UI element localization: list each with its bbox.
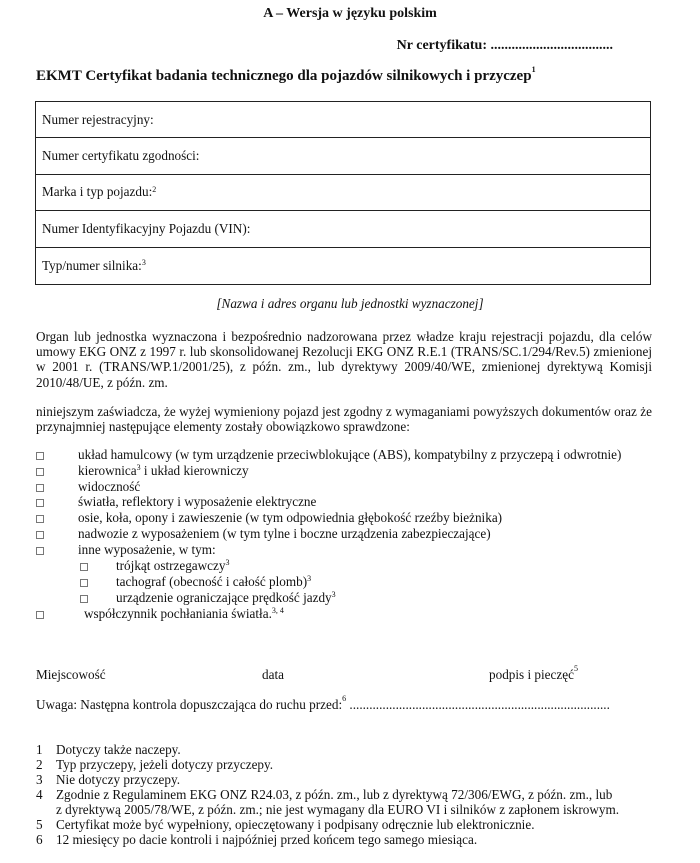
place-label: Miejscowość (36, 667, 106, 682)
next-inspection-dots[interactable]: ............................................................................... (346, 697, 610, 712)
vehicle-data-table (35, 101, 651, 285)
make-type-field[interactable]: Marka i typ pojazdu: $^2$ (36, 175, 650, 211)
document-title: EKMT Certyfikat badania technicznego dla pojazdów silnikowych i przyczep$^1$ (36, 65, 536, 84)
checkbox[interactable] (36, 499, 44, 507)
check-item-axles: osie, koła, opony i zawieszenie (w tym odpowiednia głębokość rzeźby bieżnika) (36, 510, 502, 526)
check-item-other-equipment: inne wyposażenie, w tym: (36, 542, 216, 558)
checkbox[interactable] (36, 515, 44, 523)
registration-number-field[interactable]: Numer rejestracyjny: (36, 102, 650, 138)
footnote-2: 2 Typ przyczepy, jeżeli dotyczy przyczepy. (36, 757, 274, 772)
checkbox[interactable] (80, 595, 88, 603)
footnote-4-continued: z dyrektywą 2005/78/WE, z późn. zm.; nie jest wymagany dla EURO VI i silników z zapłonem iskrowym. (56, 802, 620, 817)
footnote-3: 3 Nie dotyczy przyczepy. (36, 772, 180, 787)
date-label: data (262, 667, 284, 682)
checkbox[interactable] (36, 468, 44, 476)
check-item-body: nadwozie z wyposażeniem (w tym tylne i boczne urządzenia zabezpieczające) (36, 526, 491, 542)
checkbox[interactable] (80, 563, 88, 571)
check-item-brakes: układ hamulcowy (w tym urządzenie przeciwblokujące (ABS), kompatybilny z przyczepą i odwrotnie) (36, 447, 621, 463)
check-item-lights: światła, reflektory i wyposażenie elektryczne (36, 494, 316, 510)
footnote-5: 5 Certyfikat może być wypełniony, opieczętowany i podpisany odręcznie lub elektronicznie. (36, 817, 535, 832)
check-item-steering: kierownica$^3$ i układ kierowniczy (36, 463, 249, 479)
check-item-speed-limiter: urządzenie ograniczające prędkość jazdy$^3$ (80, 590, 336, 606)
checkbox[interactable] (36, 531, 44, 539)
footnote-1: 1 Dotyczy także naczepy. (36, 742, 181, 757)
signature-stamp-label: podpis i pieczęć$^5$ (489, 664, 578, 682)
footnote-4: 4 Zgodnie z Regulaminem EKG ONZ R24.03, z późn. zm., lub z dyrektywą 72/306/EWG, z późn. zm., lub (36, 787, 613, 802)
engine-type-field[interactable]: Typ/numer silnika: $^3$ (42, 257, 146, 273)
attestation-paragraph: niniejszym zaświadcza, że wyżej wymieniony pojazd jest zgodny z wymaganiami powyższych dokumentów oraz że przynajmniej następujące elementy zostały obowiązkowo sprawdzone: (36, 404, 652, 435)
check-item-tachograph: tachograf (obecność i całość plomb)$^3$ (80, 574, 311, 590)
check-item-visibility: widoczność (36, 479, 140, 495)
certificate-number-label: Nr certyfikatu: ................................... (396, 38, 613, 53)
check-item-light-absorption: współczynnik pochłaniania światła.$^{3, 4}$ (36, 606, 284, 622)
authority-paragraph: Organ lub jednostka wyznaczona i bezpośrednio nadzorowana przez władze kraju rejestracji pojazdu, dla celów umowy EKG ONZ z 1997 r. lub skonsolidowanej Rezolucji EKG ONZ R.E.1 (TRANS/SC.1/294/Rev.5) zmienionej w 2001 r. (TRANS/WP.1/2001/25), z późn. zm., lub dyrektywy 2009/40/WE, zmienionej dyrektywą Komisji 2010/48/UE, z późn. zm. (36, 329, 652, 390)
conformity-certificate-field[interactable]: Numer certyfikatu zgodności: (36, 138, 650, 174)
vin-field[interactable]: Numer Identyfikacyjny Pojazdu (VIN): (36, 211, 650, 247)
footnote-6: 6 12 miesięcy po dacie kontroli i najpóźniej przed końcem tego samego miesiąca. (36, 832, 478, 847)
authority-placeholder: [Nazwa i adres organu lub jednostki wyznaczonej] (216, 296, 484, 311)
checkbox[interactable] (36, 484, 44, 492)
next-inspection-note: Uwaga: Następna kontrola dopuszczająca do ruchu przed:$^6$ ............................................................................... (36, 694, 610, 712)
checkbox[interactable] (36, 611, 44, 619)
checkbox[interactable] (36, 547, 44, 555)
checkbox[interactable] (36, 452, 44, 460)
check-item-warning-triangle: trójkąt ostrzegawczy$^3$ (80, 558, 229, 574)
version-heading: A – Wersja w języku polskim (263, 6, 437, 21)
checkbox[interactable] (80, 579, 88, 587)
